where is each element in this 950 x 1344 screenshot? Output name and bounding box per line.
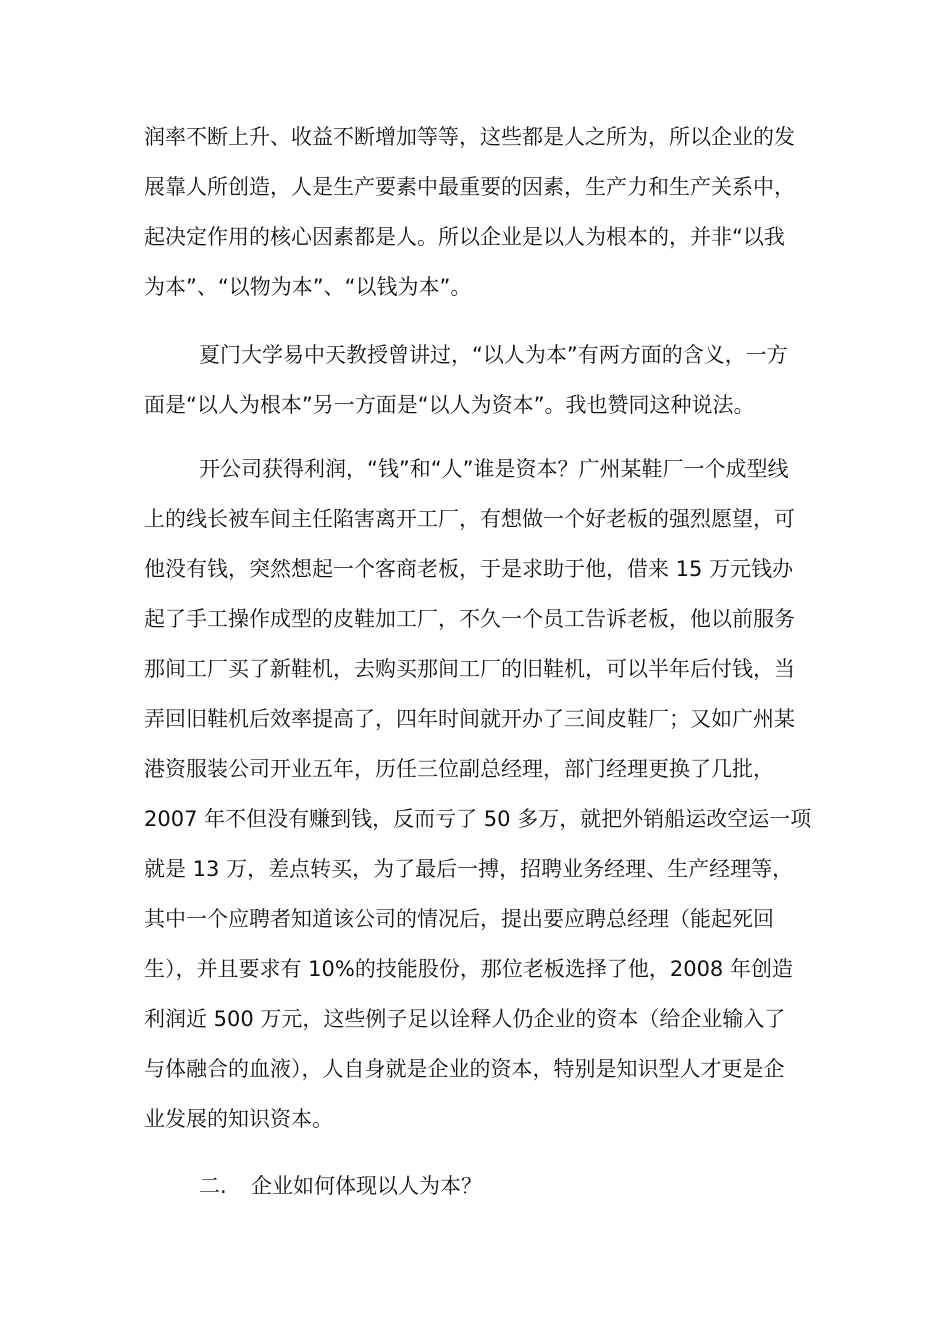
text-line: 展靠人所创造，人是生产要素中最重要的因素，生产力和生产关系中， bbox=[144, 175, 795, 199]
section-heading-text: 企业如何体现以人为本？ bbox=[251, 1174, 482, 1198]
text-line: 其中一个应聘者知道该公司的情况后，提出要应聘总经理（能起死回 bbox=[144, 907, 774, 931]
text-line: 为本”、“以物为本”、“以钱为本”。 bbox=[144, 275, 472, 299]
text-line: 夏门大学易中天教授曾讲过，“以人为本”有两方面的含义，一方 bbox=[199, 343, 788, 367]
text-line: 港资服装公司开业五年，历任三位副总经理，部门经理更换了几批， bbox=[144, 757, 774, 781]
text-line: 生），并且要求有 10%的技能股份，那位老板选择了他，2008 年创造 bbox=[144, 957, 793, 981]
text-line: 弄回旧鞋机后效率提高了，四年时间就开办了三间皮鞋厂；又如广州某 bbox=[144, 707, 795, 731]
text-line: 起了手工操作成型的皮鞋加工厂，不久一个员工告诉老板，他以前服务 bbox=[144, 607, 795, 631]
text-line: 业发展的知识资本。 bbox=[144, 1107, 333, 1131]
text-line: 起决定作用的核心因素都是人。所以企业是以人为根本的，并非“以我 bbox=[144, 225, 785, 249]
text-line: 润率不断上升、收益不断增加等等，这些都是人之所为，所以企业的发 bbox=[144, 125, 795, 149]
text-line: 开公司获得利润，“钱”和“人”谁是资本？广州某鞋厂一个成型线 bbox=[199, 457, 789, 481]
text-line: 面是“以人为根本”另一方面是“以人为资本”。我也赞同这种说法。 bbox=[144, 393, 755, 417]
text-line: 上的线长被车间主任陷害离开工厂，有想做一个好老板的强烈愿望，可 bbox=[144, 507, 795, 531]
section-heading-number: 二. bbox=[199, 1174, 227, 1198]
text-line: 利润近 500 万元，这些例子足以诠释人仍企业的资本（给企业输入了 bbox=[144, 1007, 786, 1031]
text-line: 与体融合的血液），人自身就是企业的资本，特别是知识型人才更是企 bbox=[144, 1057, 785, 1081]
text-line: 2007 年不但没有赚到钱，反而亏了 50 多万，就把外销船运改空运一项 bbox=[144, 807, 812, 831]
text-line: 他没有钱，突然想起一个客商老板，于是求助于他，借来 15 万元钱办 bbox=[144, 557, 794, 581]
section-heading bbox=[199, 1172, 482, 1200]
text-line: 就是 13 万，差点转买，为了最后一搏，招聘业务经理、生产经理等， bbox=[144, 857, 794, 881]
text-line: 那间工厂买了新鞋机，去购买那间工厂的旧鞋机，可以半年后付钱，当 bbox=[144, 657, 795, 681]
